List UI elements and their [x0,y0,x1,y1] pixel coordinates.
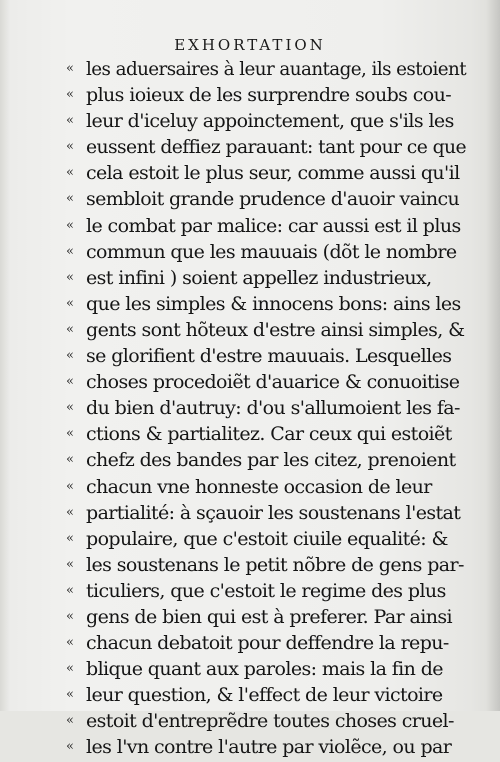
text-line [66,630,466,656]
text-line [66,186,466,212]
quote-mark: « [66,582,74,598]
line-text: leur question, & l'effect de leur victoire [86,684,443,707]
text-line [66,134,467,160]
quote-mark: « [66,426,74,442]
text-line [66,474,466,500]
text-line [66,682,466,708]
quote-mark: « [66,321,74,337]
text-line [66,656,466,682]
text-line [66,526,466,552]
quote-mark: « [66,556,74,572]
line-text: plus ioieux de les surprendre soubs cou- [86,84,452,107]
text-line [66,552,466,578]
quote-mark: « [66,243,74,259]
line-text: partialité: à sçauoir les soustenans l'estat [86,501,461,524]
line-text: gents sont hõteux d'estre ainsi simples, & [86,318,465,341]
text-line [66,317,466,343]
line-text: chacun vne honneste occasion de leur [86,475,432,498]
text-line [66,395,466,421]
line-text: se glorifient d'estre mauuais. Lesquelles [86,345,452,368]
line-text: choses procedoiẽt d'auarice & conuoitise [86,371,460,394]
text-line [66,291,466,317]
text-line [66,578,466,604]
quote-mark: « [66,191,74,207]
quote-mark: « [66,739,74,755]
quote-mark: « [66,661,74,677]
quote-mark: « [66,295,74,311]
line-text: populaire, que c'estoit ciuile equalité: & [86,527,448,550]
line-text: leur d'iceluy appoinctement, que s'ils les [86,110,454,133]
quote-mark: « [66,113,74,129]
quote-mark: « [66,87,74,103]
line-text: les l'vn contre l'autre par violẽce, ou par [86,736,452,759]
text-line [66,265,466,291]
quote-mark: « [66,400,74,416]
page-edge-shadow [486,0,500,711]
line-text: ctions & partialitez. Car ceux qui estoiẽt [86,423,452,446]
line-text: chacun debatoit pour deffendre la repu- [86,632,449,655]
line-text: blique quant aux paroles: mais la fin de [86,658,443,681]
running-head: EXHORTATION [174,36,326,54]
quote-mark: « [66,61,74,76]
line-text: estoit d'entreprẽdre toutes choses cruel- [86,710,454,733]
line-text: le combat par malice: car aussi est il plus [86,214,461,237]
line-text: cela estoit le plus seur, comme aussi qu'il [86,162,460,185]
quote-mark: « [66,504,74,520]
line-text: eussent deffiez parauant: tant pour ce que [86,136,467,159]
quote-mark: « [66,635,74,651]
quote-mark: « [66,478,74,494]
quote-mark: « [66,530,74,546]
text-line [66,500,466,526]
quote-mark: « [66,713,74,729]
line-text: les soustenans le petit nõbre de gens par- [86,553,464,576]
quote-mark: « [66,139,74,155]
quote-mark: « [66,269,74,285]
text-line [66,108,466,134]
quote-mark: « [66,687,74,703]
quote-mark: « [66,374,74,390]
line-text: est infini ) soient appellez industrieux, [86,266,432,289]
text-line [66,604,466,630]
text-line [66,734,466,760]
line-text: chefz des bandes par les citez, prenoient [86,449,456,472]
text-line [66,56,467,82]
text-line [66,421,466,447]
line-text: sembloit grande prudence d'auoir vaincu [86,188,460,211]
line-text: commun que les mauuais (dõt le nombre [86,240,457,263]
text-line [66,369,466,395]
quote-mark: « [66,217,74,233]
line-text: gens de bien qui est à preferer. Par ainsi [86,605,453,628]
quote-mark: « [66,608,74,624]
text-line [66,343,466,369]
line-text: que les simples & innocens bons: ains les [86,292,461,315]
quote-mark: « [66,452,74,468]
line-text: ticuliers, que c'estoit le regime des plus [86,579,446,602]
text-line [66,447,466,473]
text-line [66,160,466,186]
quote-mark: « [66,348,74,364]
line-text: les aduersaires à leur auantage, ils estoient [86,58,467,80]
text-line [66,82,466,108]
quote-mark: « [66,165,74,181]
line-text: du bien d'autruy: d'ou s'allumoient les fa- [86,397,460,420]
text-line [66,239,466,265]
text-line [66,708,466,734]
text-block [66,56,467,761]
text-line [66,213,466,239]
